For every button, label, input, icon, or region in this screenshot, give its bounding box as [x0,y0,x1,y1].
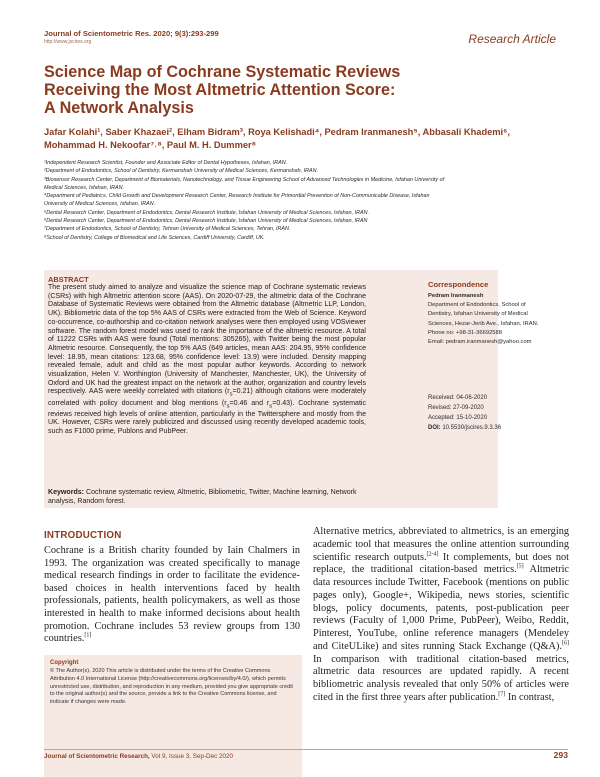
doi[interactable] [428,423,568,433]
abstract-sub-3: s [269,402,273,409]
correspondence-address-3: Sciences, Hezar-Jerib Ave., Isfahan, IRAN. [428,320,539,327]
correspondence-name: Pedram Iranmanesh [428,293,484,299]
affiliation-7: ⁷Department of Endodontics, School of Dentistry, Tehran University of Medical Sciences, Tehran, IRAN. [44,226,291,233]
correspondence-phone: Phone no: +98-31-36692588 [428,329,502,336]
abstract-text [48,284,366,437]
abstract-heading: ABSTRACT [48,275,89,284]
ref-6[interactable]: [6] [562,640,569,647]
affiliation-4: ⁴Department of Pediatrics, Child Growth and Development Research Center, Research Institute for Primordial Prevention of Non-Communicable Disease, Isfahan [44,193,430,200]
revised-date: Revised: 27-09-2020 [428,405,484,411]
affiliation-8: ⁸School of Dentistry, College of Biomedical and Life Sciences, Cardiff University, Cardiff, UK. [44,234,265,241]
keywords [48,489,366,506]
affiliation-3: ³Biosensor Research Center, Department of Biomaterials, Nanotechnology, and Tissue Engineering School of Advanced Technologies in Medicine, Isfahan University of [44,176,445,183]
doi-value: 10.5530/jscires.9.3.36 [440,425,502,431]
correspondence-heading: Correspondence [428,280,489,289]
ref-7[interactable]: [7] [498,691,506,698]
article-type-label: Research Article [468,32,556,46]
article-title [44,63,564,117]
affiliation-1: ¹Independent Research Scientist, Founder and Associate Editor of Dental Hypotheses, Isfahan, IRAN. [44,160,288,166]
introduction-text [44,545,300,646]
accepted-date: Accepted: 15-10-2020 [428,415,488,421]
keywords-label: Keywords: [48,489,85,496]
rc-text-5: In contrast, [505,691,555,703]
correspondence-block [428,292,568,347]
rc-text-1: Alternative metrics, abbreviated to altmetrics, is an emerging academic tool that measures the online attention surrounding scientific research outputs. [313,526,569,563]
footer-divider [44,749,568,750]
copyright-heading: Copyright [50,660,79,666]
author-list [44,126,564,151]
footer-journal-name: Journal of Scientometric Research, [44,753,150,760]
affiliation-4-cont: University of Medical Sciences, Isfahan, IRAN. [44,201,156,208]
doi-label: DOI: [428,425,441,431]
correspondence-address-2: Dentistry, Isfahan University of Medical [428,311,528,318]
rc-text-4: In comparison with traditional citation-based metrics, altmetric data resources are updated rapidly. A recent bibliometric analysis revealed that only 50% of articles were cited in the first three years after publication. [313,653,569,703]
abstract-part-3: =0.46 and r [229,399,270,407]
ref-2-4[interactable]: [2-4] [426,551,439,558]
abstract-sub-1: s [229,391,233,398]
affiliation-5: ⁵Dental Research Center, Department of Endodontics, Dental Research Institute, Isfahan University of Medical Sciences, Isfahan, IRAN. [44,209,369,216]
affiliation-2: ²Department of Endodontics, School of Dentistry, Kermanshah University of Medical Sciences, Kermanshah, IRAN. [44,168,319,175]
intro-paragraph: Cochrane is a British charity founded by Iain Chalmers in 1993. The organization was created specifically to manage medical research findings in order to facilitate the evidence-based choices in health interventions faced by health professionals, patients, health policymakers, as well as those interested in health to make informed decisions about health promotion. Cochrane includes 53 review groups from 130 countries. [44,545,300,645]
affiliation-6: ⁶Dental Research Center, Department of Endodontics, Dental Research Institute, Isfahan University of Medical Sciences, Isfahan, IRAN [44,218,368,225]
abstract-part-1: The present study aimed to analyze and visualize the science map of Cochrane systematic reviews (CSRs) with high Altmetric attention score (AAS). On 2020-07-29, the altmetric data of the Cochrane Database of Systematic Reviews were obtained from the Altmetric database (Altmetric LLP, London, UK). Bibliometric data of the top 5% AAS of CSRs were extracted from the Web of Science. Keyword co-occurrence, co-authorship and co-citation network analyses were then employed using VOSviewer software. The random forest model was used to rank the importance of the altmetric resource. A total of 11222 CSRs with AAS were found (Total mentions: 305265), with Twitter being the most popular Altmetric resource. Consequently, the top 5% AAS (649 articles, mean AAS: 204.95, 95% confidence level: 18.95, mean citations: 123.68, 95% confidence level: 13.9) were included. Density mapping revealed female, adult and child as the most popular author keywords. According to network visualization, Helen V. Worthington (University of Manchester, Manchester, UK), the University of Oxford and UK had the greatest impact on the network at the author, organization and country levels respectively. AAS were weekly correlated with citations (r [48,284,366,396]
ref-1[interactable]: [1] [84,632,92,639]
title-line-1: Science Map of Cochrane Systematic Reviews [44,63,401,81]
journal-url[interactable]: http://www.jscires.org [44,39,92,45]
copyright-text: © The Author(s). 2020 This article is distributed under the terms of the Creative Commons Attribution 4.0 International License (http://creativecommons.org/licenses/by/4.0/), which permits unrestricted use, distribution, and reproduction in any medium, provided you give appropriate credit to the original author(s) and the source, provide a link to the Creative Commons license, and indicate if changes were made. [50,668,293,706]
authors-line-1: Jafar Kolahi¹, Saber Khazaei², Elham Bidram³, Roya Kelishadi⁴, Pedram Iranmanesh⁵, Abbasali Khademi⁶, [44,127,511,137]
footer-journal [44,753,233,760]
rc-text-3: Altmetric data resources include Twitter, Facebook (mentions on public pages only), Google+, Wikipedia, news stories, scientific blogs, policy documents, patents, post-publication peer reviews (Faculty of 1,000 Prime, PubPeer), Weibo, Reddit, Pinterest, YouTube, online reference managers (Mendeley and CiteULike) and sites running Stack Exchange (Q&A). [313,564,570,652]
title-line-3: A Network Analysis [44,99,194,117]
correspondence-email[interactable]: Email: pedram.iranmanesh@yahoo.com [428,339,532,346]
affiliations [44,159,564,242]
affiliation-3-cont: Medical Sciences, Isfahan, IRAN. [44,184,124,191]
received-date: Received: 04-06-2020 [428,395,488,401]
ref-5[interactable]: [5] [516,563,524,570]
correspondence-address-1: Department of Endodontics, School of [428,302,526,309]
abstract-sub-2: s [226,402,230,409]
footer-issue: Vol 9, Issue 3, Sep-Dec 2020 [149,753,233,760]
abstract-part-2: =0.21) although citations were moderately correlated with policy document and blog mentions (r [48,388,366,407]
rc-text-2: It complements, but does not replace, the traditional citation-based metrics. [313,551,569,576]
right-column-text [313,526,569,705]
page-number: 293 [553,750,568,760]
introduction-heading: INTRODUCTION [44,530,122,541]
journal-citation: Journal of Scientometric Res. 2020; 9(3):293-299 [44,29,219,38]
title-line-2: Receiving the Most Altmetric Attention Score: [44,81,396,99]
abstract-part-4: =0.43). Cochrane systematic reviews received high levels of online attention, particularly in the Twittersphere and mostly from the UK. However, CSRs were rarely publicized and discussed using recently developed academic tools, such as F1000 prime, Publons and PubPeer. [48,399,367,436]
authors-line-2: Mohammad H. Nekoofar⁷˒⁸, Paul M. H. Dummer⁸ [44,139,257,150]
article-dates [428,393,568,433]
keywords-list: Cochrane systematic review, Altmetric, Bibliometric, Twitter, Machine learning, Network analysis, Random forest. [48,489,357,505]
